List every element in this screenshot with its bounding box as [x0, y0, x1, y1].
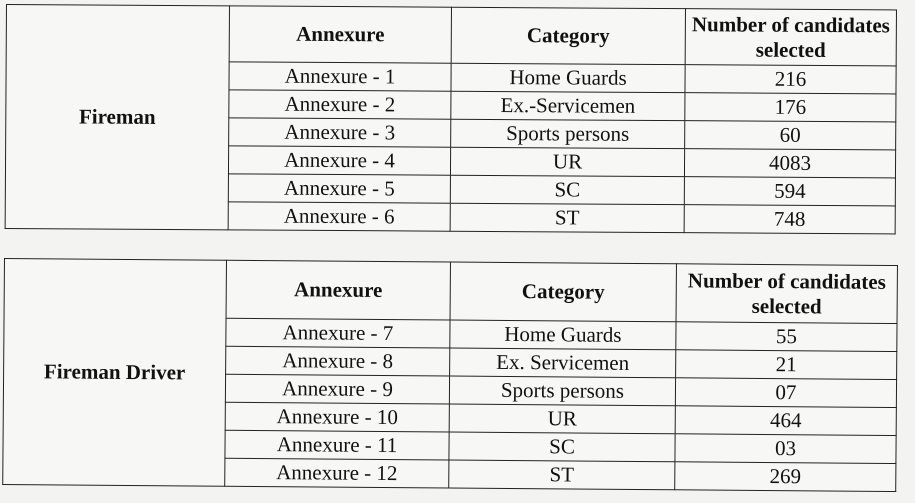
count-cell: 748	[684, 205, 895, 234]
annexure-cell: Annexure - 5	[228, 174, 450, 203]
count-cell: 594	[684, 177, 895, 206]
annexure-cell: Annexure - 12	[225, 458, 449, 488]
count-cell: 464	[675, 406, 896, 436]
category-cell: Ex.-Servicemen	[451, 91, 685, 120]
count-cell: 55	[676, 322, 897, 352]
annexure-header: Annexure	[229, 6, 451, 63]
count-cell: 269	[675, 462, 896, 492]
annexure-cell: Annexure - 11	[225, 430, 449, 460]
category-cell: UR	[449, 404, 675, 434]
annexure-cell: Annexure - 4	[228, 146, 450, 175]
post-name-cell: Fireman	[5, 5, 229, 230]
annexure-cell: Annexure - 7	[226, 318, 450, 348]
count-cell: 176	[685, 93, 896, 122]
category-header: Category	[450, 262, 676, 322]
count-cell: 60	[685, 121, 896, 150]
category-cell: ST	[450, 203, 684, 232]
annexure-cell: Annexure - 2	[229, 90, 451, 119]
category-cell: Sports persons	[449, 376, 675, 406]
category-cell: UR	[450, 147, 684, 176]
annexure-cell: Annexure - 10	[225, 402, 449, 432]
category-cell: Sports persons	[451, 119, 685, 148]
category-cell: SC	[450, 175, 684, 204]
table-header-row	[6, 5, 896, 66]
annexure-cell: Annexure - 9	[225, 374, 449, 404]
count-cell: 21	[676, 350, 897, 380]
count-header: Number of candidates selected	[676, 264, 897, 324]
post-name-cell: Fireman Driver	[3, 259, 227, 487]
category-cell: ST	[449, 460, 675, 490]
fireman-selection-table	[5, 4, 897, 234]
category-cell: SC	[449, 432, 675, 462]
annexure-cell: Annexure - 6	[228, 202, 450, 231]
count-header: Number of candidates selected	[685, 9, 896, 66]
category-header: Category	[451, 7, 685, 64]
count-cell: 07	[675, 378, 896, 408]
category-cell: Home Guards	[451, 63, 685, 92]
count-cell: 4083	[684, 149, 895, 178]
annexure-header: Annexure	[226, 260, 450, 320]
annexure-cell: Annexure - 1	[229, 62, 451, 91]
category-cell: Home Guards	[450, 320, 676, 350]
count-cell: 03	[675, 434, 896, 464]
table-header-row	[4, 259, 897, 324]
count-cell: 216	[685, 65, 896, 94]
annexure-cell: Annexure - 3	[229, 118, 451, 147]
fireman-driver-selection-table	[2, 258, 898, 492]
annexure-cell: Annexure - 8	[226, 346, 450, 376]
category-cell: Ex. Servicemen	[450, 348, 676, 378]
